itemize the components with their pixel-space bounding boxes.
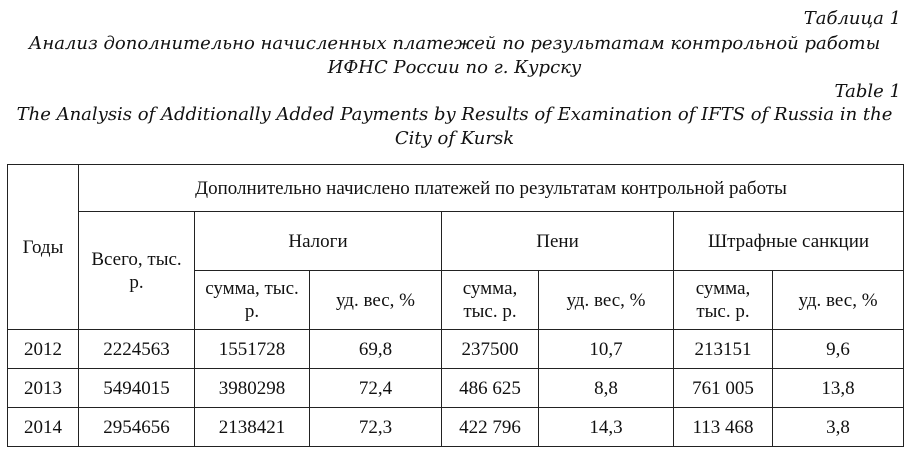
cell-fine-share: 9,6 (773, 330, 904, 369)
cell-year: 2014 (8, 408, 79, 447)
header-pen-share: уд. вес, % (539, 271, 674, 330)
cell-pen-sum: 422 796 (442, 408, 539, 447)
cell-tax-sum: 1551728 (195, 330, 310, 369)
header-pen-sum: сумма, тыс. р. (442, 271, 539, 330)
ru-table-label: Таблица 1 (803, 8, 901, 29)
table-row (8, 330, 904, 369)
en-table-title-line1: The Analysis of Additionally Added Payments by Results of Examination of IFTS of Russia in the (16, 104, 893, 125)
cell-pen-sum: 237500 (442, 330, 539, 369)
cell-year: 2012 (8, 330, 79, 369)
cell-fine-sum: 213151 (674, 330, 773, 369)
payments-table (7, 164, 904, 447)
cell-total: 2224563 (79, 330, 195, 369)
cell-tax-share: 72,4 (310, 369, 442, 408)
cell-year: 2013 (8, 369, 79, 408)
cell-tax-share: 72,3 (310, 408, 442, 447)
en-table-title-line2: City of Kursk (394, 128, 515, 149)
table-row (8, 369, 904, 408)
cell-tax-sum: 2138421 (195, 408, 310, 447)
cell-tax-sum: 3980298 (195, 369, 310, 408)
cell-pen-sum: 486 625 (442, 369, 539, 408)
cell-fine-share: 13,8 (773, 369, 904, 408)
cell-pen-share: 10,7 (539, 330, 674, 369)
header-fine-sum: сумма, тыс. р. (674, 271, 773, 330)
table-row (8, 408, 904, 447)
ru-table-title-line2: ИФНС России по г. Курску (327, 57, 582, 78)
cell-tax-share: 69,8 (310, 330, 442, 369)
header-fines: Штрафные санкции (674, 212, 904, 271)
header-total: Всего, тыс. р. (79, 212, 195, 330)
header-tax-share: уд. вес, % (310, 271, 442, 330)
cell-fine-share: 3,8 (773, 408, 904, 447)
header-years: Годы (8, 165, 79, 330)
cell-fine-sum: 113 468 (674, 408, 773, 447)
ru-table-title-line1: Анализ дополнительно начисленных платежей по результатам контрольной работы (28, 33, 881, 54)
cell-pen-share: 14,3 (539, 408, 674, 447)
header-tax-sum: сумма, тыс. р. (195, 271, 310, 330)
header-penalties: Пени (442, 212, 674, 271)
header-taxes: Налоги (195, 212, 442, 271)
cell-total: 2954656 (79, 408, 195, 447)
cell-fine-sum: 761 005 (674, 369, 773, 408)
en-table-label: Table 1 (834, 81, 901, 102)
header-span-title: Дополнительно начислено платежей по результатам контрольной работы (79, 165, 904, 212)
cell-pen-share: 8,8 (539, 369, 674, 408)
cell-total: 5494015 (79, 369, 195, 408)
header-fine-share: уд. вес, % (773, 271, 904, 330)
